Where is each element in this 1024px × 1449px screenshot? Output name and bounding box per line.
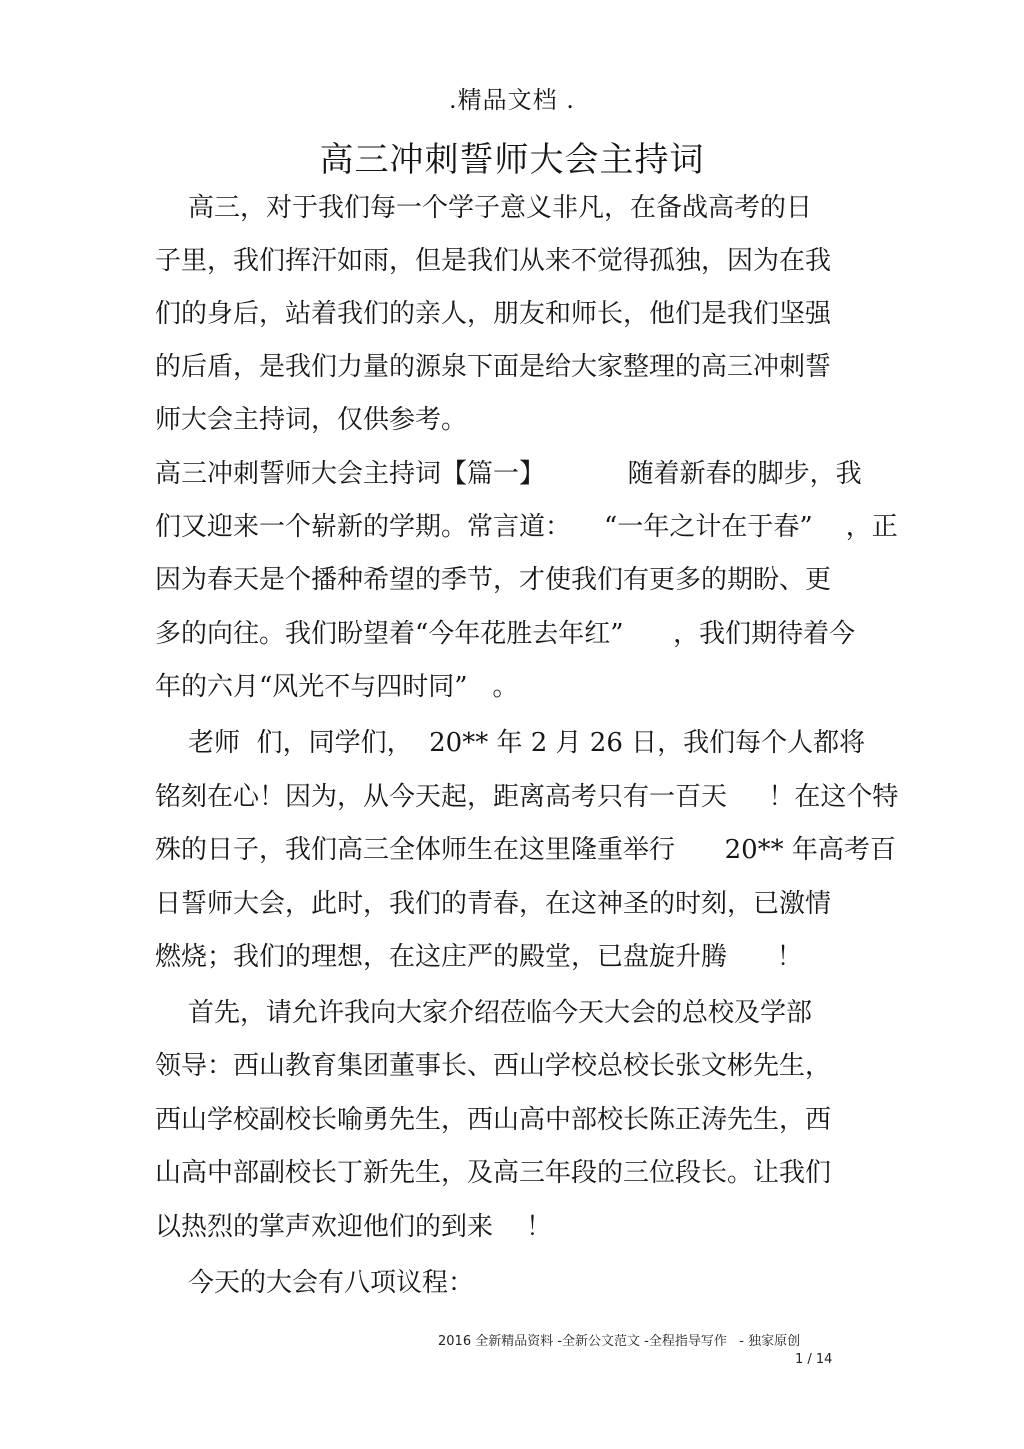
- body-line: 领导：西山教育集团董事长、西山学校总校长张文彬先生，: [155, 1051, 832, 1081]
- body-line: 多的向往。我们盼望着“今年花胜去年红” ，我们期待着今: [155, 619, 856, 649]
- body-line: 老师 们，同学们， 20** 年 2 月 26 日，我们每个人都将: [155, 728, 866, 758]
- page-number: 1 / 14: [795, 1352, 833, 1367]
- body-line: 高三，对于我们每一个学子意义非凡，在备战高考的日: [155, 193, 813, 223]
- body-line: 们又迎来一个崭新的学期。常言道： “一年之计在于春” ，正: [155, 512, 898, 542]
- body-line: 师大会主持词，仅供参考。: [155, 405, 468, 435]
- body-line: 日誓师大会，此时，我们的青春，在这神圣的时刻，已激情: [155, 889, 832, 919]
- body-line: 山高中部副校长丁新先生，及高三年段的三位段长。让我们: [155, 1158, 832, 1188]
- body-line: 的后盾，是我们力量的源泉下面是给大家整理的高三冲刺誓: [155, 352, 832, 382]
- body-line: 高三冲刺誓师大会主持词【篇一】 随着新春的脚步，我: [155, 459, 862, 489]
- body-line: 首先，请允许我向大家介绍莅临今天大会的总校及学部: [155, 998, 813, 1028]
- footer-text: 2016 全新精品资料 -全新公文范文 -全程指导写作 - 独家原创: [438, 1334, 801, 1349]
- document-title: 高三冲刺誓师大会主持词: [319, 140, 705, 180]
- body-line: 燃烧；我们的理想，在这庄严的殿堂，已盘旋升腾 ！: [155, 942, 803, 972]
- body-line: 殊的日子，我们高三全体师生在这里隆重举行 20** 年高考百: [155, 835, 896, 865]
- body-line: 年的六月“风光不与四时同” 。: [155, 672, 519, 702]
- body-line: 铭刻在心！因为，从今天起，距离高考只有一百天 ！在这个特: [155, 782, 899, 812]
- body-line: 子里，我们挥汗如雨，但是我们从来不觉得孤独，因为在我: [155, 246, 832, 276]
- body-line: 西山学校副校长喻勇先生，西山高中部校长陈正涛先生，西: [155, 1105, 832, 1135]
- body-line: 以热烈的掌声欢迎他们的到来 ！: [155, 1212, 553, 1242]
- body-line: 因为春天是个播种希望的季节，才使我们有更多的期盼、更: [155, 565, 832, 595]
- body-line: 们的身后，站着我们的亲人，朋友和师长，他们是我们坚强: [155, 299, 832, 329]
- page-header: .精品文档 .: [449, 86, 575, 114]
- body-line: 今天的大会有八项议程：: [155, 1268, 475, 1298]
